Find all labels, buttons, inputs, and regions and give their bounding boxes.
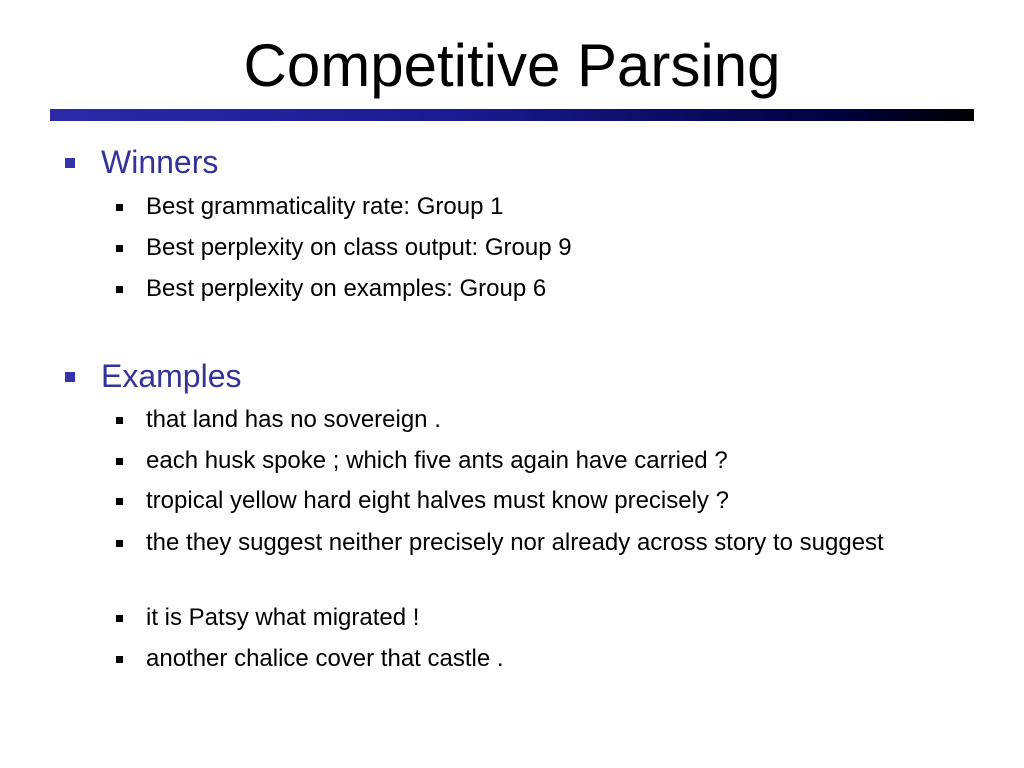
square-bullet-icon xyxy=(116,458,123,465)
square-bullet-icon xyxy=(116,204,123,211)
square-bullet-icon xyxy=(116,656,123,663)
list-item-text: that land has no sovereign . xyxy=(146,406,441,433)
list-item-text: it is Patsy what migrated ! xyxy=(146,604,420,631)
list-item-text: tropical yellow hard eight halves must know precisely ? xyxy=(146,487,729,514)
list-item-text: Best perplexity on examples: Group 6 xyxy=(146,275,547,302)
slide-title: Competitive Parsing xyxy=(243,32,781,99)
title-underline-rule xyxy=(50,109,974,121)
square-bullet-icon xyxy=(116,286,123,293)
square-bullet-icon xyxy=(116,245,123,252)
square-bullet-icon xyxy=(116,417,123,424)
list-item-text: Best grammaticality rate: Group 1 xyxy=(146,193,504,220)
section-winners xyxy=(0,142,1000,182)
list-item-text: another chalice cover that castle . xyxy=(146,645,504,672)
square-bullet-icon xyxy=(116,615,123,622)
section-heading: Examples xyxy=(101,358,242,394)
section-examples xyxy=(0,356,1000,396)
list-item-text: the they suggest neither precisely nor already across story to suggest xyxy=(146,529,884,556)
square-bullet-icon xyxy=(65,372,75,382)
square-bullet-icon xyxy=(116,540,123,547)
section-heading: Winners xyxy=(101,144,219,180)
square-bullet-icon xyxy=(116,498,123,505)
square-bullet-icon xyxy=(65,158,75,168)
list-item-text: each husk spoke ; which five ants again have carried ? xyxy=(146,447,728,474)
list-item-text: Best perplexity on class output: Group 9 xyxy=(146,234,572,261)
